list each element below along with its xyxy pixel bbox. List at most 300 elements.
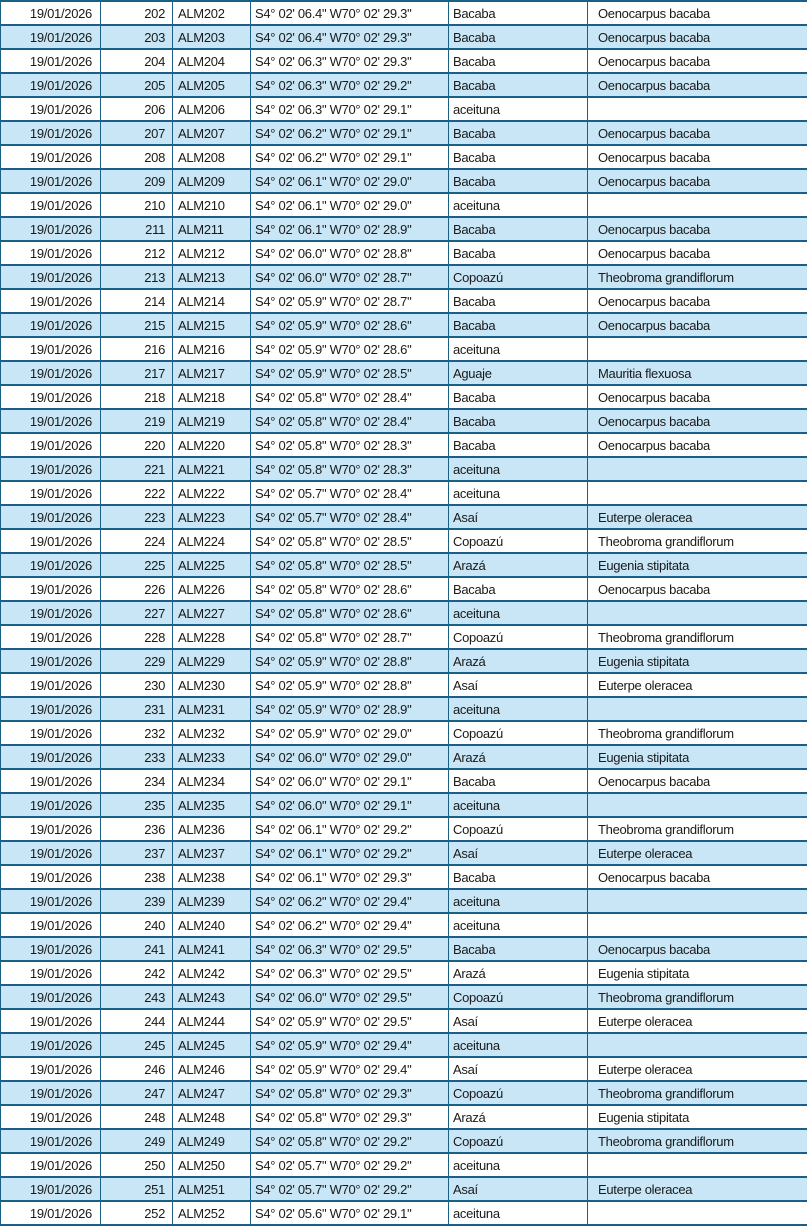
cell-scientific-name[interactable] xyxy=(588,697,807,721)
cell-code[interactable]: ALM238 xyxy=(173,865,251,889)
cell-common-name[interactable]: Bacaba xyxy=(449,241,588,265)
cell-common-name[interactable]: Bacaba xyxy=(449,145,588,169)
cell-coordinates[interactable]: S4° 02' 06.0" W70° 02' 29.1" xyxy=(251,769,449,793)
cell-code[interactable]: ALM202 xyxy=(173,1,251,25)
cell-date[interactable]: 19/01/2026 xyxy=(1,553,101,577)
cell-date[interactable]: 19/01/2026 xyxy=(1,505,101,529)
cell-code[interactable]: ALM245 xyxy=(173,1033,251,1057)
cell-common-name[interactable]: Asaí xyxy=(449,841,588,865)
cell-number[interactable]: 239 xyxy=(101,889,173,913)
cell-scientific-name[interactable]: Oenocarpus bacaba xyxy=(588,145,807,169)
cell-coordinates[interactable]: S4° 02' 06.1" W70° 02' 29.3" xyxy=(251,865,449,889)
cell-scientific-name[interactable]: Theobroma grandiflorum xyxy=(588,265,807,289)
cell-date[interactable]: 19/01/2026 xyxy=(1,1201,101,1225)
cell-scientific-name[interactable]: Oenocarpus bacaba xyxy=(588,25,807,49)
cell-coordinates[interactable]: S4° 02' 06.4" W70° 02' 29.3" xyxy=(251,1,449,25)
cell-scientific-name[interactable]: Oenocarpus bacaba xyxy=(588,433,807,457)
cell-date[interactable]: 19/01/2026 xyxy=(1,1057,101,1081)
cell-common-name[interactable]: Copoazú xyxy=(449,721,588,745)
cell-code[interactable]: ALM220 xyxy=(173,433,251,457)
cell-number[interactable]: 203 xyxy=(101,25,173,49)
cell-coordinates[interactable]: S4° 02' 06.1" W70° 02' 29.0" xyxy=(251,193,449,217)
cell-number[interactable]: 210 xyxy=(101,193,173,217)
cell-number[interactable]: 227 xyxy=(101,601,173,625)
cell-coordinates[interactable]: S4° 02' 05.9" W70° 02' 28.6" xyxy=(251,337,449,361)
cell-date[interactable]: 19/01/2026 xyxy=(1,985,101,1009)
cell-coordinates[interactable]: S4° 02' 05.8" W70° 02' 29.3" xyxy=(251,1081,449,1105)
cell-code[interactable]: ALM241 xyxy=(173,937,251,961)
cell-scientific-name[interactable]: Oenocarpus bacaba xyxy=(588,937,807,961)
cell-code[interactable]: ALM244 xyxy=(173,1009,251,1033)
cell-number[interactable]: 212 xyxy=(101,241,173,265)
cell-date[interactable]: 19/01/2026 xyxy=(1,145,101,169)
cell-common-name[interactable]: aceituna xyxy=(449,793,588,817)
cell-code[interactable]: ALM218 xyxy=(173,385,251,409)
cell-date[interactable]: 19/01/2026 xyxy=(1,937,101,961)
cell-scientific-name[interactable]: Eugenia stipitata xyxy=(588,961,807,985)
cell-date[interactable]: 19/01/2026 xyxy=(1,481,101,505)
cell-common-name[interactable]: aceituna xyxy=(449,601,588,625)
cell-code[interactable]: ALM225 xyxy=(173,553,251,577)
cell-date[interactable]: 19/01/2026 xyxy=(1,1081,101,1105)
cell-date[interactable]: 19/01/2026 xyxy=(1,97,101,121)
cell-code[interactable]: ALM203 xyxy=(173,25,251,49)
cell-date[interactable]: 19/01/2026 xyxy=(1,361,101,385)
cell-common-name[interactable]: Arazá xyxy=(449,649,588,673)
cell-scientific-name[interactable]: Eugenia stipitata xyxy=(588,1105,807,1129)
cell-scientific-name[interactable]: Oenocarpus bacaba xyxy=(588,385,807,409)
cell-coordinates[interactable]: S4° 02' 05.7" W70° 02' 29.2" xyxy=(251,1153,449,1177)
cell-common-name[interactable]: aceituna xyxy=(449,913,588,937)
cell-common-name[interactable]: Aguaje xyxy=(449,361,588,385)
cell-date[interactable]: 19/01/2026 xyxy=(1,1177,101,1201)
cell-coordinates[interactable]: S4° 02' 06.0" W70° 02' 28.7" xyxy=(251,265,449,289)
cell-coordinates[interactable]: S4° 02' 05.8" W70° 02' 28.5" xyxy=(251,553,449,577)
cell-scientific-name[interactable]: Eugenia stipitata xyxy=(588,649,807,673)
cell-date[interactable]: 19/01/2026 xyxy=(1,721,101,745)
cell-common-name[interactable]: Bacaba xyxy=(449,865,588,889)
cell-number[interactable]: 231 xyxy=(101,697,173,721)
cell-scientific-name[interactable]: Euterpe oleracea xyxy=(588,673,807,697)
cell-coordinates[interactable]: S4° 02' 06.1" W70° 02' 29.2" xyxy=(251,817,449,841)
cell-number[interactable]: 240 xyxy=(101,913,173,937)
cell-scientific-name[interactable]: Theobroma grandiflorum xyxy=(588,1129,807,1153)
cell-date[interactable]: 19/01/2026 xyxy=(1,265,101,289)
cell-code[interactable]: ALM246 xyxy=(173,1057,251,1081)
cell-scientific-name[interactable]: Oenocarpus bacaba xyxy=(588,121,807,145)
cell-number[interactable]: 233 xyxy=(101,745,173,769)
cell-number[interactable]: 214 xyxy=(101,289,173,313)
cell-common-name[interactable]: aceituna xyxy=(449,889,588,913)
cell-common-name[interactable]: Bacaba xyxy=(449,433,588,457)
cell-common-name[interactable]: Copoazú xyxy=(449,265,588,289)
cell-common-name[interactable]: aceituna xyxy=(449,1201,588,1225)
cell-code[interactable]: ALM235 xyxy=(173,793,251,817)
cell-scientific-name[interactable]: Oenocarpus bacaba xyxy=(588,313,807,337)
cell-number[interactable]: 228 xyxy=(101,625,173,649)
cell-date[interactable]: 19/01/2026 xyxy=(1,457,101,481)
cell-code[interactable]: ALM208 xyxy=(173,145,251,169)
cell-common-name[interactable]: Copoazú xyxy=(449,1081,588,1105)
cell-scientific-name[interactable] xyxy=(588,457,807,481)
cell-common-name[interactable]: Copoazú xyxy=(449,985,588,1009)
cell-date[interactable]: 19/01/2026 xyxy=(1,865,101,889)
cell-date[interactable]: 19/01/2026 xyxy=(1,433,101,457)
cell-scientific-name[interactable] xyxy=(588,481,807,505)
cell-scientific-name[interactable]: Oenocarpus bacaba xyxy=(588,49,807,73)
cell-common-name[interactable]: Bacaba xyxy=(449,409,588,433)
cell-scientific-name[interactable]: Theobroma grandiflorum xyxy=(588,625,807,649)
cell-scientific-name[interactable]: Euterpe oleracea xyxy=(588,505,807,529)
cell-code[interactable]: ALM247 xyxy=(173,1081,251,1105)
cell-number[interactable]: 229 xyxy=(101,649,173,673)
cell-common-name[interactable]: aceituna xyxy=(449,193,588,217)
cell-code[interactable]: ALM252 xyxy=(173,1201,251,1225)
cell-coordinates[interactable]: S4° 02' 05.9" W70° 02' 28.6" xyxy=(251,313,449,337)
cell-date[interactable]: 19/01/2026 xyxy=(1,769,101,793)
cell-number[interactable]: 207 xyxy=(101,121,173,145)
cell-coordinates[interactable]: S4° 02' 05.9" W70° 02' 28.8" xyxy=(251,673,449,697)
cell-scientific-name[interactable]: Euterpe oleracea xyxy=(588,1009,807,1033)
cell-number[interactable]: 217 xyxy=(101,361,173,385)
cell-number[interactable]: 248 xyxy=(101,1105,173,1129)
cell-scientific-name[interactable]: Oenocarpus bacaba xyxy=(588,241,807,265)
cell-code[interactable]: ALM219 xyxy=(173,409,251,433)
cell-scientific-name[interactable] xyxy=(588,913,807,937)
cell-number[interactable]: 241 xyxy=(101,937,173,961)
cell-code[interactable]: ALM236 xyxy=(173,817,251,841)
cell-common-name[interactable]: aceituna xyxy=(449,481,588,505)
cell-coordinates[interactable]: S4° 02' 05.8" W70° 02' 28.3" xyxy=(251,457,449,481)
cell-scientific-name[interactable] xyxy=(588,601,807,625)
cell-common-name[interactable]: Bacaba xyxy=(449,313,588,337)
cell-common-name[interactable]: aceituna xyxy=(449,457,588,481)
cell-date[interactable]: 19/01/2026 xyxy=(1,73,101,97)
cell-number[interactable]: 246 xyxy=(101,1057,173,1081)
cell-scientific-name[interactable]: Oenocarpus bacaba xyxy=(588,73,807,97)
cell-common-name[interactable]: Bacaba xyxy=(449,49,588,73)
cell-common-name[interactable]: aceituna xyxy=(449,1153,588,1177)
cell-code[interactable]: ALM207 xyxy=(173,121,251,145)
cell-coordinates[interactable]: S4° 02' 06.0" W70° 02' 29.1" xyxy=(251,793,449,817)
cell-scientific-name[interactable]: Mauritia flexuosa xyxy=(588,361,807,385)
cell-code[interactable]: ALM216 xyxy=(173,337,251,361)
cell-number[interactable]: 236 xyxy=(101,817,173,841)
cell-code[interactable]: ALM223 xyxy=(173,505,251,529)
cell-common-name[interactable]: Asaí xyxy=(449,505,588,529)
cell-common-name[interactable]: Bacaba xyxy=(449,577,588,601)
cell-common-name[interactable]: Bacaba xyxy=(449,169,588,193)
cell-date[interactable]: 19/01/2026 xyxy=(1,337,101,361)
cell-number[interactable]: 226 xyxy=(101,577,173,601)
cell-coordinates[interactable]: S4° 02' 06.3" W70° 02' 29.3" xyxy=(251,49,449,73)
cell-coordinates[interactable]: S4° 02' 06.0" W70° 02' 28.8" xyxy=(251,241,449,265)
cell-number[interactable]: 245 xyxy=(101,1033,173,1057)
cell-date[interactable]: 19/01/2026 xyxy=(1,961,101,985)
cell-coordinates[interactable]: S4° 02' 05.8" W70° 02' 28.7" xyxy=(251,625,449,649)
cell-common-name[interactable]: Bacaba xyxy=(449,769,588,793)
cell-coordinates[interactable]: S4° 02' 05.9" W70° 02' 28.7" xyxy=(251,289,449,313)
cell-code[interactable]: ALM224 xyxy=(173,529,251,553)
cell-date[interactable]: 19/01/2026 xyxy=(1,1129,101,1153)
cell-number[interactable]: 243 xyxy=(101,985,173,1009)
cell-code[interactable]: ALM222 xyxy=(173,481,251,505)
cell-scientific-name[interactable]: Oenocarpus bacaba xyxy=(588,289,807,313)
cell-number[interactable]: 250 xyxy=(101,1153,173,1177)
cell-code[interactable]: ALM211 xyxy=(173,217,251,241)
cell-coordinates[interactable]: S4° 02' 05.6" W70° 02' 29.1" xyxy=(251,1201,449,1225)
cell-scientific-name[interactable]: Theobroma grandiflorum xyxy=(588,817,807,841)
cell-common-name[interactable]: Arazá xyxy=(449,553,588,577)
cell-coordinates[interactable]: S4° 02' 06.2" W70° 02' 29.1" xyxy=(251,145,449,169)
cell-code[interactable]: ALM251 xyxy=(173,1177,251,1201)
cell-coordinates[interactable]: S4° 02' 06.4" W70° 02' 29.3" xyxy=(251,25,449,49)
cell-date[interactable]: 19/01/2026 xyxy=(1,25,101,49)
cell-coordinates[interactable]: S4° 02' 06.2" W70° 02' 29.4" xyxy=(251,913,449,937)
cell-coordinates[interactable]: S4° 02' 06.2" W70° 02' 29.1" xyxy=(251,121,449,145)
cell-code[interactable]: ALM209 xyxy=(173,169,251,193)
cell-date[interactable]: 19/01/2026 xyxy=(1,313,101,337)
cell-code[interactable]: ALM227 xyxy=(173,601,251,625)
cell-coordinates[interactable]: S4° 02' 06.3" W70° 02' 29.1" xyxy=(251,97,449,121)
cell-code[interactable]: ALM248 xyxy=(173,1105,251,1129)
cell-date[interactable]: 19/01/2026 xyxy=(1,889,101,913)
cell-scientific-name[interactable] xyxy=(588,97,807,121)
cell-scientific-name[interactable] xyxy=(588,793,807,817)
cell-common-name[interactable]: Bacaba xyxy=(449,1,588,25)
cell-common-name[interactable]: aceituna xyxy=(449,1033,588,1057)
cell-scientific-name[interactable] xyxy=(588,1153,807,1177)
cell-number[interactable]: 224 xyxy=(101,529,173,553)
cell-code[interactable]: ALM215 xyxy=(173,313,251,337)
cell-date[interactable]: 19/01/2026 xyxy=(1,841,101,865)
cell-scientific-name[interactable]: Oenocarpus bacaba xyxy=(588,769,807,793)
cell-code[interactable]: ALM242 xyxy=(173,961,251,985)
cell-common-name[interactable]: aceituna xyxy=(449,697,588,721)
cell-date[interactable]: 19/01/2026 xyxy=(1,625,101,649)
cell-number[interactable]: 202 xyxy=(101,1,173,25)
cell-date[interactable]: 19/01/2026 xyxy=(1,817,101,841)
cell-coordinates[interactable]: S4° 02' 06.3" W70° 02' 29.5" xyxy=(251,961,449,985)
cell-coordinates[interactable]: S4° 02' 05.8" W70° 02' 28.6" xyxy=(251,577,449,601)
cell-number[interactable]: 215 xyxy=(101,313,173,337)
cell-number[interactable]: 220 xyxy=(101,433,173,457)
cell-date[interactable]: 19/01/2026 xyxy=(1,241,101,265)
cell-coordinates[interactable]: S4° 02' 05.8" W70° 02' 28.4" xyxy=(251,385,449,409)
cell-number[interactable]: 225 xyxy=(101,553,173,577)
cell-common-name[interactable]: Bacaba xyxy=(449,217,588,241)
cell-code[interactable]: ALM226 xyxy=(173,577,251,601)
cell-number[interactable]: 247 xyxy=(101,1081,173,1105)
cell-common-name[interactable]: Asaí xyxy=(449,673,588,697)
cell-common-name[interactable]: Bacaba xyxy=(449,25,588,49)
cell-scientific-name[interactable]: Eugenia stipitata xyxy=(588,745,807,769)
cell-scientific-name[interactable]: Theobroma grandiflorum xyxy=(588,1081,807,1105)
cell-date[interactable]: 19/01/2026 xyxy=(1,601,101,625)
cell-common-name[interactable]: aceituna xyxy=(449,97,588,121)
cell-date[interactable]: 19/01/2026 xyxy=(1,1033,101,1057)
cell-number[interactable]: 209 xyxy=(101,169,173,193)
cell-coordinates[interactable]: S4° 02' 06.1" W70° 02' 29.0" xyxy=(251,169,449,193)
cell-number[interactable]: 242 xyxy=(101,961,173,985)
cell-number[interactable]: 249 xyxy=(101,1129,173,1153)
cell-date[interactable]: 19/01/2026 xyxy=(1,1009,101,1033)
cell-number[interactable]: 252 xyxy=(101,1201,173,1225)
cell-coordinates[interactable]: S4° 02' 06.0" W70° 02' 29.0" xyxy=(251,745,449,769)
cell-coordinates[interactable]: S4° 02' 05.9" W70° 02' 28.8" xyxy=(251,649,449,673)
cell-code[interactable]: ALM213 xyxy=(173,265,251,289)
cell-date[interactable]: 19/01/2026 xyxy=(1,49,101,73)
cell-code[interactable]: ALM250 xyxy=(173,1153,251,1177)
cell-coordinates[interactable]: S4° 02' 05.8" W70° 02' 28.6" xyxy=(251,601,449,625)
cell-common-name[interactable]: aceituna xyxy=(449,337,588,361)
cell-number[interactable]: 232 xyxy=(101,721,173,745)
cell-number[interactable]: 235 xyxy=(101,793,173,817)
cell-number[interactable]: 204 xyxy=(101,49,173,73)
cell-common-name[interactable]: Bacaba xyxy=(449,385,588,409)
cell-common-name[interactable]: Bacaba xyxy=(449,121,588,145)
cell-date[interactable]: 19/01/2026 xyxy=(1,745,101,769)
cell-number[interactable]: 251 xyxy=(101,1177,173,1201)
cell-code[interactable]: ALM232 xyxy=(173,721,251,745)
cell-date[interactable]: 19/01/2026 xyxy=(1,169,101,193)
cell-scientific-name[interactable]: Euterpe oleracea xyxy=(588,841,807,865)
cell-common-name[interactable]: Copoazú xyxy=(449,817,588,841)
cell-coordinates[interactable]: S4° 02' 05.7" W70° 02' 28.4" xyxy=(251,481,449,505)
cell-date[interactable]: 19/01/2026 xyxy=(1,673,101,697)
cell-common-name[interactable]: Arazá xyxy=(449,745,588,769)
cell-date[interactable]: 19/01/2026 xyxy=(1,913,101,937)
cell-coordinates[interactable]: S4° 02' 06.3" W70° 02' 29.5" xyxy=(251,937,449,961)
cell-scientific-name[interactable]: Oenocarpus bacaba xyxy=(588,577,807,601)
cell-scientific-name[interactable]: Theobroma grandiflorum xyxy=(588,985,807,1009)
cell-code[interactable]: ALM204 xyxy=(173,49,251,73)
cell-scientific-name[interactable]: Oenocarpus bacaba xyxy=(588,217,807,241)
cell-code[interactable]: ALM231 xyxy=(173,697,251,721)
cell-common-name[interactable]: Asaí xyxy=(449,1009,588,1033)
cell-coordinates[interactable]: S4° 02' 05.9" W70° 02' 29.0" xyxy=(251,721,449,745)
cell-scientific-name[interactable]: Oenocarpus bacaba xyxy=(588,409,807,433)
cell-common-name[interactable]: Copoazú xyxy=(449,625,588,649)
cell-number[interactable]: 244 xyxy=(101,1009,173,1033)
cell-number[interactable]: 208 xyxy=(101,145,173,169)
cell-code[interactable]: ALM237 xyxy=(173,841,251,865)
cell-number[interactable]: 237 xyxy=(101,841,173,865)
cell-date[interactable]: 19/01/2026 xyxy=(1,289,101,313)
cell-code[interactable]: ALM214 xyxy=(173,289,251,313)
cell-common-name[interactable]: Copoazú xyxy=(449,529,588,553)
cell-number[interactable]: 223 xyxy=(101,505,173,529)
cell-number[interactable]: 216 xyxy=(101,337,173,361)
cell-number[interactable]: 222 xyxy=(101,481,173,505)
cell-date[interactable]: 19/01/2026 xyxy=(1,409,101,433)
cell-coordinates[interactable]: S4° 02' 05.9" W70° 02' 29.4" xyxy=(251,1033,449,1057)
cell-number[interactable]: 234 xyxy=(101,769,173,793)
cell-coordinates[interactable]: S4° 02' 05.8" W70° 02' 28.3" xyxy=(251,433,449,457)
cell-date[interactable]: 19/01/2026 xyxy=(1,1153,101,1177)
cell-coordinates[interactable]: S4° 02' 06.2" W70° 02' 29.4" xyxy=(251,889,449,913)
cell-code[interactable]: ALM234 xyxy=(173,769,251,793)
cell-coordinates[interactable]: S4° 02' 05.9" W70° 02' 29.4" xyxy=(251,1057,449,1081)
cell-scientific-name[interactable]: Oenocarpus bacaba xyxy=(588,1,807,25)
cell-code[interactable]: ALM249 xyxy=(173,1129,251,1153)
cell-date[interactable]: 19/01/2026 xyxy=(1,193,101,217)
cell-code[interactable]: ALM243 xyxy=(173,985,251,1009)
cell-scientific-name[interactable]: Euterpe oleracea xyxy=(588,1177,807,1201)
cell-date[interactable]: 19/01/2026 xyxy=(1,529,101,553)
cell-common-name[interactable]: Bacaba xyxy=(449,73,588,97)
cell-coordinates[interactable]: S4° 02' 05.8" W70° 02' 28.5" xyxy=(251,529,449,553)
cell-number[interactable]: 205 xyxy=(101,73,173,97)
cell-scientific-name[interactable] xyxy=(588,337,807,361)
cell-code[interactable]: ALM217 xyxy=(173,361,251,385)
cell-common-name[interactable]: Asaí xyxy=(449,1057,588,1081)
cell-scientific-name[interactable] xyxy=(588,193,807,217)
cell-date[interactable]: 19/01/2026 xyxy=(1,217,101,241)
cell-scientific-name[interactable]: Eugenia stipitata xyxy=(588,553,807,577)
cell-code[interactable]: ALM205 xyxy=(173,73,251,97)
cell-code[interactable]: ALM230 xyxy=(173,673,251,697)
cell-number[interactable]: 206 xyxy=(101,97,173,121)
cell-scientific-name[interactable] xyxy=(588,1201,807,1225)
cell-date[interactable]: 19/01/2026 xyxy=(1,577,101,601)
cell-number[interactable]: 218 xyxy=(101,385,173,409)
cell-number[interactable]: 213 xyxy=(101,265,173,289)
cell-common-name[interactable]: Arazá xyxy=(449,961,588,985)
cell-code[interactable]: ALM206 xyxy=(173,97,251,121)
cell-code[interactable]: ALM228 xyxy=(173,625,251,649)
cell-coordinates[interactable]: S4° 02' 05.7" W70° 02' 28.4" xyxy=(251,505,449,529)
cell-scientific-name[interactable] xyxy=(588,889,807,913)
cell-date[interactable]: 19/01/2026 xyxy=(1,121,101,145)
cell-date[interactable]: 19/01/2026 xyxy=(1,1,101,25)
cell-coordinates[interactable]: S4° 02' 05.9" W70° 02' 28.5" xyxy=(251,361,449,385)
cell-coordinates[interactable]: S4° 02' 06.1" W70° 02' 29.2" xyxy=(251,841,449,865)
cell-number[interactable]: 230 xyxy=(101,673,173,697)
cell-date[interactable]: 19/01/2026 xyxy=(1,1105,101,1129)
cell-common-name[interactable]: Bacaba xyxy=(449,937,588,961)
cell-coordinates[interactable]: S4° 02' 05.9" W70° 02' 28.9" xyxy=(251,697,449,721)
cell-date[interactable]: 19/01/2026 xyxy=(1,697,101,721)
cell-scientific-name[interactable]: Oenocarpus bacaba xyxy=(588,865,807,889)
cell-number[interactable]: 238 xyxy=(101,865,173,889)
cell-code[interactable]: ALM212 xyxy=(173,241,251,265)
cell-coordinates[interactable]: S4° 02' 05.8" W70° 02' 29.2" xyxy=(251,1129,449,1153)
cell-common-name[interactable]: Bacaba xyxy=(449,289,588,313)
cell-date[interactable]: 19/01/2026 xyxy=(1,793,101,817)
cell-coordinates[interactable]: S4° 02' 06.0" W70° 02' 29.5" xyxy=(251,985,449,1009)
cell-code[interactable]: ALM240 xyxy=(173,913,251,937)
cell-scientific-name[interactable] xyxy=(588,1033,807,1057)
cell-code[interactable]: ALM233 xyxy=(173,745,251,769)
cell-scientific-name[interactable]: Euterpe oleracea xyxy=(588,1057,807,1081)
cell-scientific-name[interactable]: Oenocarpus bacaba xyxy=(588,169,807,193)
cell-common-name[interactable]: Asaí xyxy=(449,1177,588,1201)
cell-common-name[interactable]: Copoazú xyxy=(449,1129,588,1153)
cell-number[interactable]: 221 xyxy=(101,457,173,481)
cell-number[interactable]: 219 xyxy=(101,409,173,433)
cell-code[interactable]: ALM210 xyxy=(173,193,251,217)
cell-coordinates[interactable]: S4° 02' 05.8" W70° 02' 29.3" xyxy=(251,1105,449,1129)
cell-number[interactable]: 211 xyxy=(101,217,173,241)
cell-common-name[interactable]: Arazá xyxy=(449,1105,588,1129)
cell-coordinates[interactable]: S4° 02' 05.9" W70° 02' 29.5" xyxy=(251,1009,449,1033)
cell-scientific-name[interactable]: Theobroma grandiflorum xyxy=(588,721,807,745)
cell-coordinates[interactable]: S4° 02' 05.8" W70° 02' 28.4" xyxy=(251,409,449,433)
cell-date[interactable]: 19/01/2026 xyxy=(1,385,101,409)
cell-coordinates[interactable]: S4° 02' 06.1" W70° 02' 28.9" xyxy=(251,217,449,241)
cell-code[interactable]: ALM229 xyxy=(173,649,251,673)
